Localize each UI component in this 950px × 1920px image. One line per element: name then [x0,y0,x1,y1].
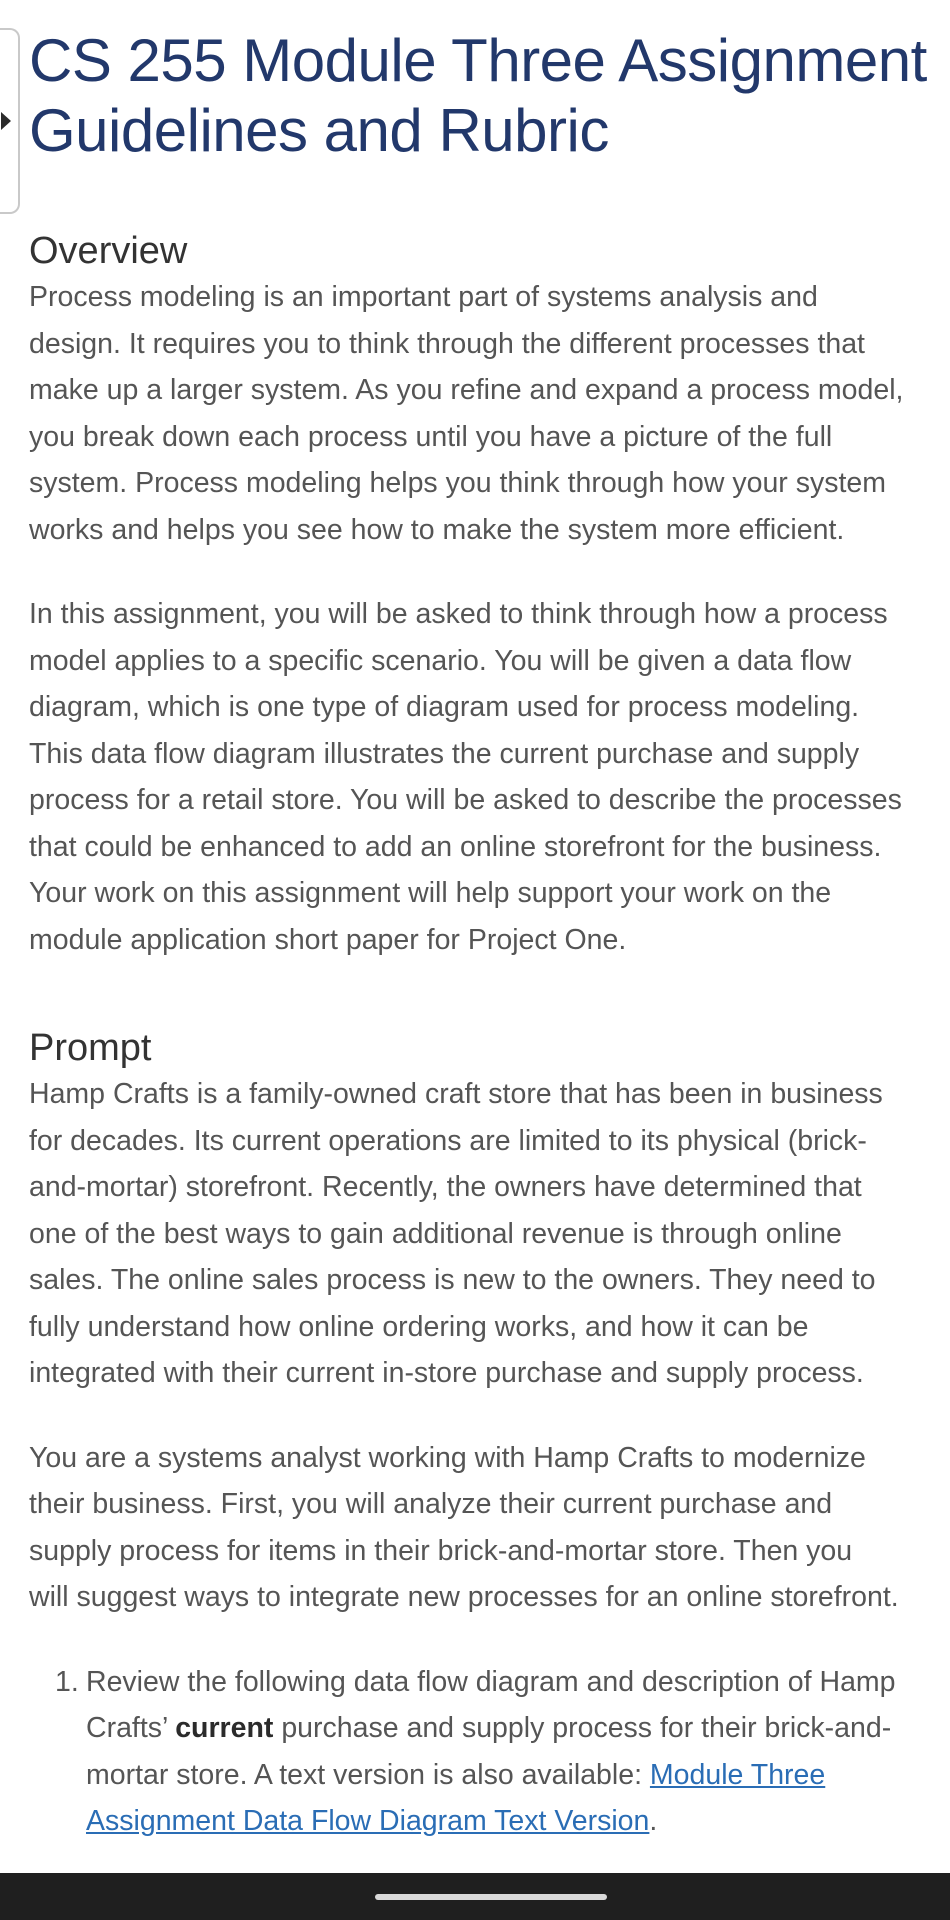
instructions-list [29,1659,949,1845]
text-line: sales. The online sales process is new to the owners. They need to [29,1264,876,1296]
overview-heading: Overview [29,230,188,272]
text-line: supply process for items in their brick-and-mortar store. Then you [29,1534,853,1567]
text-version-link-continued[interactable]: Assignment Data Flow Diagram Text Version [86,1805,650,1837]
emphasis-current: current [175,1712,274,1744]
system-navigation-bar [0,1873,950,1920]
text-line [86,1752,949,1799]
text-segment: Crafts’ [86,1712,176,1744]
text-line: You are a systems analyst working with Hamp Crafts to modernize [29,1441,866,1474]
list-item-number: 1. [55,1665,79,1698]
text-line: their business. First, you will analyze their current purchase and [29,1488,833,1520]
text-line: make up a larger system. As you refine and expand a process model, [29,374,904,406]
sidebar-toggle[interactable] [0,28,20,214]
list-item [29,1659,949,1845]
page-title-line-2: Guidelines and Rubric [29,97,609,164]
text-line: module application short paper for Project One. [29,923,627,956]
home-gesture-handle[interactable] [375,1894,607,1900]
text-line: and-mortar) storefront. Recently, the owners have determined that [29,1171,862,1203]
text-line: diagram, which is one type of diagram used for process modeling. [29,691,860,723]
page-title [29,26,949,166]
text-line: Process modeling is an important part of systems analysis and [29,281,818,313]
text-line: design. It requires you to think through the different processes that [29,327,865,360]
prompt-heading: Prompt [29,1027,152,1069]
text-segment: mortar store. A text version is also available: [86,1758,650,1791]
text-line: integrated with their current in-store purchase and supply process. [29,1357,864,1389]
text-line: process for a retail store. You will be asked to describe the processes [29,784,902,816]
text-line: Your work on this assignment will help support your work on the [29,877,832,909]
text-line: will suggest ways to integrate new processes for an online storefront. [29,1581,899,1613]
text-line: model applies to a specific scenario. You will be given a data flow [29,644,852,677]
document-content [29,26,949,1845]
text-line: Review the following data flow diagram and description of Hamp [86,1665,896,1698]
text-line: you break down each process until you have a picture of the full [29,420,833,453]
overview-paragraph-2 [29,591,949,963]
text-line: fully understand how online ordering works, and how it can be [29,1310,809,1343]
prompt-paragraph-1 [29,1071,949,1397]
text-line: one of the best ways to gain additional revenue is through online [29,1217,842,1250]
text-line: that could be enhanced to add an online storefront for the business. [29,830,882,863]
prompt-paragraph-2 [29,1435,949,1621]
text-line [86,1705,949,1752]
text-version-link[interactable]: Module Three [649,1758,826,1791]
page-title-line-1: CS 255 Module Three Assignment [29,27,927,94]
expand-arrow-icon [1,112,11,130]
text-segment: . [649,1805,658,1837]
text-segment: purchase and supply process for their brick-and- [273,1712,892,1744]
overview-paragraph-1 [29,274,949,553]
text-line: Hamp Crafts is a family-owned craft store that has been in business [29,1078,883,1110]
text-line: system. Process modeling helps you think through how your system [29,467,886,499]
text-line [86,1798,949,1845]
text-line: In this assignment, you will be asked to think through how a process [29,598,888,630]
text-line: works and helps you see how to make the system more efficient. [29,513,845,546]
text-line: This data flow diagram illustrates the current purchase and supply [29,737,860,770]
text-line: for decades. Its current operations are limited to its physical (brick- [29,1124,867,1157]
